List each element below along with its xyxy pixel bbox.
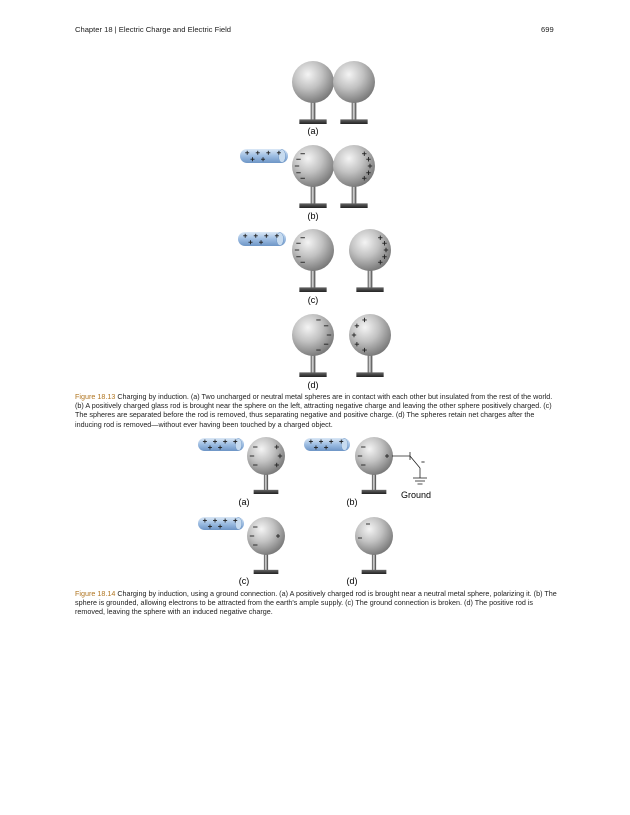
figure-18-14-caption-label: Figure 18.14 <box>75 589 116 598</box>
stand-base <box>254 490 279 494</box>
fig13-label-c: (c) <box>307 295 319 305</box>
metal-sphere <box>292 314 334 377</box>
stand-base <box>356 287 383 292</box>
rod-end <box>235 439 242 451</box>
fig14-label-c: (c) <box>238 576 250 586</box>
metal-sphere <box>333 61 375 124</box>
charged-glass-rod <box>238 232 286 246</box>
stand-base <box>340 119 367 124</box>
metal-sphere <box>292 229 334 292</box>
sphere-body <box>333 61 375 103</box>
fig14-label-d: (d) <box>346 576 358 586</box>
page-number: 699 <box>541 25 554 34</box>
fig13-label-d: (d) <box>307 380 319 390</box>
stand-base <box>362 570 387 574</box>
metal-sphere <box>247 437 285 494</box>
stand-base <box>299 119 326 124</box>
rod-end <box>277 233 284 246</box>
stand-base <box>356 372 383 377</box>
stand-base <box>299 203 326 208</box>
rod-end <box>279 150 286 163</box>
sphere-body <box>355 517 393 555</box>
metal-sphere <box>292 145 334 208</box>
rod-end <box>341 439 348 451</box>
ground-label: Ground <box>400 490 432 500</box>
metal-sphere <box>247 517 285 574</box>
charged-glass-rod <box>304 438 350 451</box>
running-header-chapter: Chapter 18 | Electric Charge and Electric Field <box>75 25 232 34</box>
figure-18-13-caption <box>75 392 559 429</box>
figure-18-14-caption <box>75 589 559 617</box>
figure-18-14 <box>198 437 427 574</box>
metal-sphere <box>349 229 391 292</box>
fig13-label-b: (b) <box>307 211 319 221</box>
fig14-label-a: (a) <box>238 497 250 507</box>
ground-wire <box>392 452 427 484</box>
metal-sphere <box>333 145 375 208</box>
stand-base <box>299 287 326 292</box>
fig13-label-a: (a) <box>307 126 319 136</box>
stand-base <box>299 372 326 377</box>
charged-glass-rod <box>198 438 244 451</box>
sphere-body <box>292 61 334 103</box>
figure-18-13-caption-text: Charging by induction. (a) Two uncharged or neutral metal spheres are in contact with each other but insulated from the rest of the world. (b) A positively charged glass rod is brought near the sphere on the left, attracting negative charge and leaving the other sphere positively charged. (c) The spheres are separated before the rod is removed, thus separating negative and positive charge. (d) The spheres retain net charges after the inducing rod is removed—without ever having been touched by a charged object. <box>75 392 553 429</box>
fig14-label-b: (b) <box>346 497 358 507</box>
figure-18-13-caption-label: Figure 18.13 <box>75 392 116 401</box>
charged-glass-rod <box>198 517 244 530</box>
stand-base <box>254 570 279 574</box>
metal-sphere <box>349 314 391 377</box>
stand-base <box>362 490 387 494</box>
figure-18-14-caption-text: Charging by induction, using a ground connection. (a) A positively charged rod is brought near a neutral metal sphere, polarizing it. (b) The sphere is grounded, allowing electrons to be attracted from the earth's ample supply. (c) The ground connection is broken. (d) The positive rod is removed, leaving the sphere with an induced negative charge. <box>75 589 557 617</box>
charged-glass-rod <box>240 149 288 163</box>
stand-base <box>340 203 367 208</box>
rod-end <box>235 518 242 530</box>
metal-sphere <box>292 61 334 124</box>
metal-sphere <box>355 517 393 574</box>
metal-sphere <box>355 437 393 494</box>
